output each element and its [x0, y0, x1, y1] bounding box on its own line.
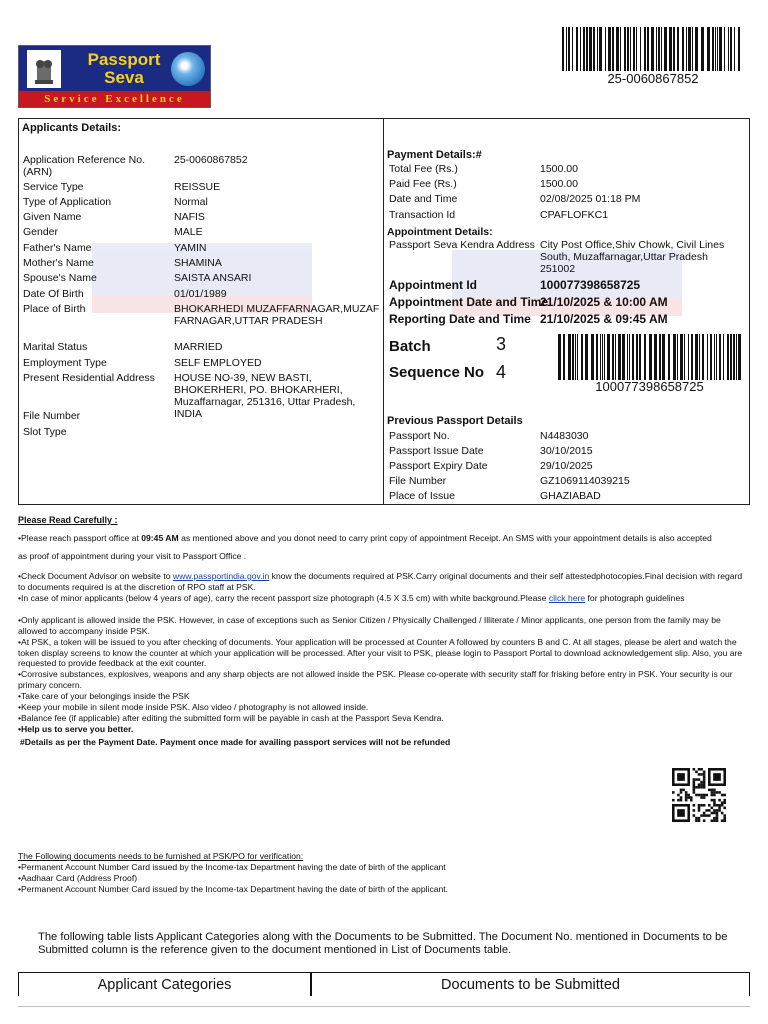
reporting-datetime-value: 21/10/2025 & 09:45 AM	[540, 312, 668, 326]
employment-type-value: SELF EMPLOYED	[174, 357, 262, 369]
logo-title: Passport Seva	[87, 50, 161, 87]
given-name-value: NAFIS	[174, 211, 205, 223]
instruction-bullet: •At PSK, a token will be issued to you after checking of documents. Your application will be processed at Counter A followed by counters B and C. At all stages, please be alert and watch the token display screens to know the counter at which your application will be processed. After your visit to PSK, please login to Passport Portal to download acknowledgement slip. Also, you are requested to provide feedback at the exit counter.	[18, 637, 743, 668]
appointment-datetime-label: Appointment Date and Time	[389, 295, 549, 309]
father-name-value: YAMIN	[174, 242, 207, 254]
dob-label: Date Of Birth	[23, 288, 84, 300]
appointment-section-title: Appointment Details:	[387, 226, 493, 238]
logo-tagline: Service Excellence	[19, 91, 210, 107]
given-name-label: Given Name	[23, 211, 82, 223]
refund-note: #Details as per the Payment Date. Payment once made for availing passport services will not be refunded	[20, 737, 451, 747]
prev-passport-no-label: Passport No.	[389, 430, 450, 442]
psk-address-value: City Post Office,Shiv Chowk, Civil Lines South, Muzaffarnagar,Uttar Pradesh 251002	[540, 239, 725, 275]
instruction-bullet: •Balance fee (if applicable) after editing the submitted form will be payable in cash at the Passport Seva Kendra.	[18, 713, 444, 723]
sequence-label: Sequence No	[389, 364, 485, 381]
appointment-barcode-number: 100077398658725	[595, 379, 704, 394]
batch-value: 3	[496, 334, 507, 354]
photo-guidelines-link[interactable]: click here	[548, 593, 586, 603]
marital-status-value: MARRIED	[174, 341, 223, 353]
gender-label: Gender	[23, 226, 59, 238]
instruction-bullet: •Keep your mobile in silent mode inside PSK. Also video / photography is not allowed inside.	[18, 702, 369, 712]
father-name-label: Father's Name	[23, 242, 92, 254]
passport-seva-logo	[18, 45, 211, 108]
total-fee-value: 1500.00	[540, 163, 578, 175]
psk-address-label: Passport Seva Kendra Address	[389, 239, 535, 251]
advisor-instruction	[18, 571, 750, 592]
arn-barcode-number: 25-0060867852	[607, 71, 699, 86]
place-of-birth-label: Place of Birth	[23, 303, 86, 315]
passport-india-link[interactable]: www.passportindia.gov.in	[172, 571, 270, 581]
marital-status-label: Marital Status	[23, 341, 88, 353]
documents-title: The Following documents needs to be furnished at PSK/PO for verification:	[18, 851, 304, 861]
document-item: •Permanent Account Number Card issued by the Income-tax Department having the date of birth of the applicant	[18, 862, 446, 872]
prev-expiry-date-label: Passport Expiry Date	[389, 460, 488, 472]
dob-value: 01/01/1989	[174, 288, 227, 300]
reach-instruction	[18, 533, 750, 544]
file-number-label: File Number	[23, 410, 81, 422]
instruction-bullet: •Only applicant is allowed inside the PSK. However, in case of exceptions such as Senior Citizen / Physically Challenged / Illiterate / Minor applicants, one person from the family may be allowed to accompany inside PSK.	[18, 615, 721, 636]
appointment-barcode-bars	[558, 334, 741, 380]
page-divider	[18, 1006, 750, 1007]
appointment-id-label: Appointment Id	[389, 278, 477, 292]
help-note: •Help us to serve you better.	[18, 724, 134, 734]
employment-type-label: Employment Type	[23, 357, 107, 369]
instruction-bullet: •Take care of your belongings inside the PSK	[18, 691, 190, 701]
slot-type-label: Slot Type	[23, 426, 67, 438]
address-value: HOUSE NO-39, NEW BASTI, BHOKERHERI, PO. BHOKARHERI, Muzaffarnagar, 251316, Uttar Pradesh, INDIA	[174, 372, 356, 420]
total-fee-label: Total Fee (Rs.)	[389, 163, 458, 175]
batch-label: Batch	[389, 338, 431, 355]
advisor-text-pre: •Check Document Advisor on website to	[18, 571, 171, 581]
instruction-bullet: •Corrosive substances, explosives, weapons and any sharp objects are not allowed inside the PSK. Please co-operate with security staff for frisking before entry in PSK. Your security is our primary concern.	[18, 669, 733, 690]
application-type-label: Type of Application	[23, 196, 112, 208]
arn-value: 25-0060867852	[174, 154, 248, 166]
spouse-name-label: Spouse's Name	[23, 272, 97, 284]
mother-name-label: Mother's Name	[23, 257, 94, 269]
prev-passport-no-value: N4483030	[540, 430, 589, 442]
appointment-datetime-value: 21/10/2025 & 10:00 AM	[540, 295, 668, 309]
sequence-value: 4	[496, 362, 507, 382]
reporting-datetime-label: Reporting Date and Time	[389, 312, 531, 326]
arn-label: Application Reference No. (ARN)	[23, 154, 145, 178]
minor-instruction	[18, 593, 750, 604]
gender-value: MALE	[174, 226, 203, 238]
arn-barcode	[562, 27, 744, 86]
payment-section-title: Payment Details:#	[387, 149, 482, 161]
globe-icon	[171, 52, 205, 86]
instructions-title: Please Read Carefully :	[18, 515, 118, 525]
application-type-value: Normal	[174, 196, 208, 208]
paid-fee-value: 1500.00	[540, 178, 578, 190]
transaction-id-label: Transaction Id	[389, 209, 456, 221]
documents-submitted-header: Documents to be Submitted	[441, 977, 620, 993]
transaction-id-value: CPAFLOFKC1	[540, 209, 609, 221]
documents-table-intro: The following table lists Applicant Categories along with the Documents to be Submitted. The Document No. mentioned in Documents to be Submitted column is the reference given to the document mentioned in List of Documents table.	[38, 931, 728, 956]
address-label: Present Residential Address	[23, 372, 155, 384]
national-emblem-icon	[27, 50, 61, 88]
prev-issue-date-label: Passport Issue Date	[389, 445, 484, 457]
qr-code-icon	[672, 768, 730, 822]
payment-datetime-label: Date and Time	[389, 193, 458, 205]
appointment-barcode	[558, 334, 741, 394]
prev-expiry-date-value: 29/10/2025	[540, 460, 593, 472]
prev-issue-date-value: 30/10/2015	[540, 445, 593, 457]
document-item: •Aadhaar Card (Address Proof)	[18, 873, 138, 883]
details-divider	[383, 118, 384, 505]
payment-datetime-value: 02/08/2025 01:18 PM	[540, 193, 641, 205]
document-item: •Permanent Account Number Card issued by the Income-tax Department having the date of birth of the applicant.	[18, 884, 449, 894]
paid-fee-label: Paid Fee (Rs.)	[389, 178, 457, 190]
prev-place-of-issue-label: Place of Issue	[389, 490, 455, 502]
reach-time: 09:45 AM	[141, 533, 179, 543]
categories-table-header	[18, 972, 750, 996]
appointment-id-value: 100077398658725	[540, 278, 641, 292]
reach-text-post: as mentioned above and you donot need to carry print copy of appointment Receipt. An SMS with your appointment details is also accepted	[181, 533, 712, 543]
minor-text-post: for photograph guidelines	[587, 593, 685, 603]
applicant-section-title: Applicants Details:	[22, 122, 122, 134]
previous-passport-title: Previous Passport Details	[387, 415, 523, 427]
service-type-value: REISSUE	[174, 181, 221, 193]
prev-place-of-issue-value: GHAZIABAD	[540, 490, 601, 502]
advisor-text-post: know the documents required at PSK.Carry original documents and their self attestedphotocopies.Final decision with regard to documents required is at the discretion of RPO staff at PSK.	[18, 571, 743, 592]
reach-instruction-line2: as proof of appointment during your visit to Passport Office .	[18, 551, 247, 561]
mother-name-value: SHAMINA	[174, 257, 222, 269]
spouse-name-value: SAISTA ANSARI	[174, 272, 252, 284]
service-type-label: Service Type	[23, 181, 84, 193]
prev-file-number-label: File Number	[389, 475, 447, 487]
prev-file-number-value: GZ1069114039215	[540, 475, 630, 487]
applicant-categories-header: Applicant Categories	[97, 977, 232, 993]
place-of-birth-value: BHOKARHEDI MUZAFFARNAGAR,MUZAFFARNAGAR,UTTAR PRADESH	[174, 303, 380, 327]
minor-text-pre: •In case of minor applicants (below 4 years of age), carry the recent passport size photograph (4.5 X 3.5 cm) with white background.Please	[18, 593, 547, 603]
reach-text-pre: •Please reach passport office at	[18, 533, 139, 543]
arn-barcode-bars	[562, 27, 744, 71]
